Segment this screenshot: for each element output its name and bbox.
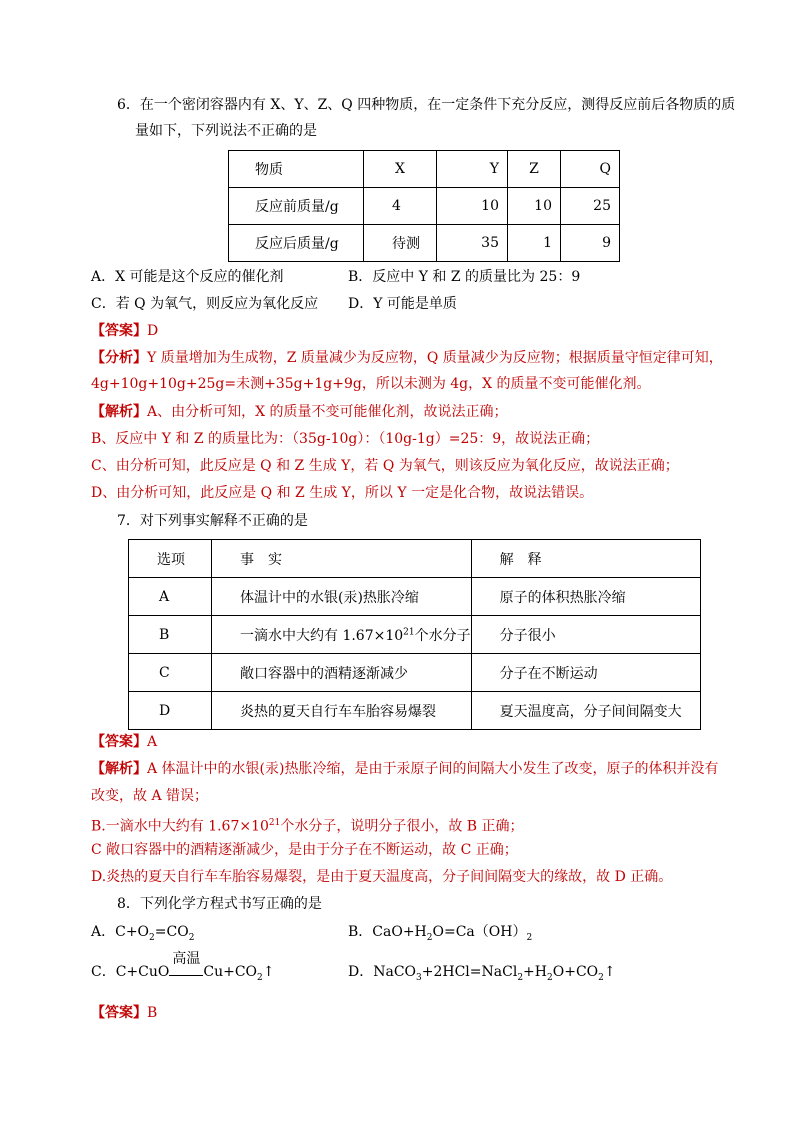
- q7-explain-line2: 改变，故 A 错误；: [91, 788, 209, 804]
- table-cell: 选项: [129, 540, 212, 578]
- q6-analysis-line2: 4g+10g+10g+25g=未测+35g+1g+9g，所以未测为 4g，X 的质量不变可能催化剂。: [91, 376, 651, 392]
- q7-explain-line3: [91, 813, 524, 837]
- formula-text: C．C+CuO: [91, 964, 170, 980]
- answer-value: A: [147, 734, 158, 750]
- equals-bar: [169, 975, 203, 976]
- q6-option-a: A．X 可能是这个反应的催化剂: [91, 269, 284, 285]
- q6-option-d: D．Y 可能是单质: [348, 296, 457, 312]
- q8-option-d: [348, 962, 616, 988]
- explain-text: B.一滴水中大约有 1.67×10: [91, 818, 269, 835]
- answer-value: D: [147, 323, 159, 339]
- formula-text: Cu+CO: [203, 964, 258, 980]
- subscript: 2: [188, 932, 195, 943]
- table-row: [129, 540, 701, 578]
- table-cell: 炎热的夏天自行车车胎容易爆裂: [212, 692, 472, 730]
- q8-stem: 8．下列化学方程式书写正确的是: [117, 896, 322, 912]
- answer-label: 【答案】: [91, 734, 147, 750]
- analysis-text: Y 质量增加为生成物，Z 质量减少为反应物，Q 质量减少为反应物；根据质量守恒定律可知，: [147, 350, 723, 366]
- subscript: 3: [416, 972, 422, 983]
- table-cell: 10: [508, 188, 561, 225]
- table-cell: Z: [508, 151, 561, 188]
- table-cell: 25: [561, 188, 620, 225]
- table-cell: 分子在不断运动: [471, 654, 700, 692]
- q7-table: [128, 539, 701, 730]
- q6-stem-line1: 6．在一个密闭容器内有 X、Y、Z、Q 四种物质，在一定条件下充分反应，测得反应前后各物质的质: [117, 97, 736, 113]
- q6-analysis-line1: [91, 348, 723, 368]
- table-cell: 10: [437, 188, 508, 225]
- gas-arrow: ↑: [262, 964, 275, 980]
- explain-text-end: 个水分子，说明分子很小，故 B 正确；: [280, 818, 524, 835]
- formula-text: B．CaO+H: [348, 924, 427, 940]
- formula-text: +2HCl=NaCl: [421, 964, 518, 980]
- table-cell: 1: [508, 225, 561, 262]
- table-cell: 事 实: [212, 540, 472, 578]
- subscript: 2: [547, 972, 553, 983]
- exponent: 21: [268, 818, 281, 828]
- q6-explain-line1: [91, 402, 508, 422]
- q8-option-c: [91, 951, 275, 988]
- condition-text: 高温: [172, 951, 201, 967]
- table-cell: C: [129, 654, 212, 692]
- table-row: [129, 692, 701, 730]
- table-cell: 待测: [364, 225, 437, 262]
- exponent: 21: [403, 626, 415, 637]
- table-cell: [212, 616, 472, 654]
- table-row: [129, 578, 701, 616]
- table-row: [129, 654, 701, 692]
- q6-stem-line2: 量如下，下列说法不正确的是: [135, 123, 317, 139]
- table-cell: A: [129, 578, 212, 616]
- explain-text: A、由分析可知，X 的质量不变可能催化剂，故说法正确；: [147, 404, 508, 420]
- q6-explain-line4: D、由分析可知，此反应是 Q 和 Z 生成 Y，所以 Y 一定是化合物，故说法错误。: [91, 485, 594, 501]
- table-cell: Q: [561, 151, 620, 188]
- formula-text: +H: [523, 964, 547, 980]
- q7-stem: 7．对下列事实解释不正确的是: [117, 513, 308, 529]
- answer-value: B: [147, 1005, 158, 1021]
- subscript: 2: [598, 972, 604, 983]
- table-cell: 体温计中的水银(汞)热胀冷缩: [212, 578, 472, 616]
- table-row: [229, 225, 620, 262]
- table-cell: 反应后质量/g: [229, 225, 364, 262]
- table-row: [229, 151, 620, 188]
- table-cell: 敞口容器中的酒精逐渐减少: [212, 654, 472, 692]
- table-cell: D: [129, 692, 212, 730]
- formula-text: D．NaCO: [348, 964, 417, 980]
- subscript: 2: [149, 932, 155, 943]
- table-cell: X: [364, 151, 437, 188]
- formula-text: A．C+O: [91, 924, 150, 940]
- table-cell: B: [129, 616, 212, 654]
- q7-answer: [91, 732, 157, 752]
- table-cell: 解 释: [471, 540, 700, 578]
- q6-option-c: C．若 Q 为氧气，则反应为氧化反应: [91, 296, 319, 312]
- subscript: 2: [517, 972, 524, 983]
- q7-explain-line1: [91, 759, 718, 779]
- formula-text: =CO: [154, 924, 189, 940]
- q7-explain-line5: D.炎热的夏天自行车车胎容易爆裂，是由于夏天温度高，分子间间隔变大的缘故，故 D 正确。: [91, 869, 673, 885]
- explain-text: A 体温计中的水银(汞)热胀冷缩，是由于汞原子间的间隔大小发生了改变，原子的体积并没有: [147, 761, 719, 777]
- gas-arrow: ↑: [603, 964, 616, 980]
- fact-text: 一滴水中大约有 1.67×10: [240, 627, 404, 644]
- subscript: 2: [526, 932, 533, 943]
- explain-label: 【解析】: [91, 404, 147, 420]
- table-cell: 夏天温度高，分子间间隔变大: [471, 692, 700, 730]
- table-cell: 物质: [229, 151, 364, 188]
- table-cell: 分子很小: [471, 616, 700, 654]
- table-cell: 9: [561, 225, 620, 262]
- analysis-label: 【分析】: [91, 350, 147, 366]
- q6-answer: [91, 321, 158, 341]
- q6-explain-line3: C、由分析可知，此反应是 Q 和 Z 生成 Y，若 Q 为氧气，则该反应为氧化反应，故说法正确；: [91, 458, 679, 474]
- subscript: 2: [426, 932, 433, 943]
- formula-text: O=Ca（OH）: [432, 924, 527, 940]
- table-cell: 反应前质量/g: [229, 188, 364, 225]
- q8-answer: [91, 1003, 157, 1023]
- q7-explain-line4: C 敞口容器中的酒精逐渐减少，是由于分子在不断运动，故 C 正确；: [91, 842, 518, 858]
- table-row: [229, 188, 620, 225]
- answer-label: 【答案】: [91, 323, 147, 339]
- answer-label: 【答案】: [91, 1005, 147, 1021]
- q8-option-a: [91, 922, 194, 948]
- q6-option-b: B．反应中 Y 和 Z 的质量比为 25：9: [348, 269, 581, 285]
- subscript: 2: [257, 972, 263, 983]
- explain-label: 【解析】: [91, 761, 147, 777]
- table-cell: Y: [437, 151, 508, 188]
- table-cell: 35: [437, 225, 508, 262]
- q6-explain-line2: B、反应中 Y 和 Z 的质量比为：（35g-10g）：（10g-1g）=25：9，故说法正确；: [91, 431, 600, 447]
- table-row: [129, 616, 701, 654]
- table-cell: 原子的体积热胀冷缩: [471, 578, 700, 616]
- q6-table: [228, 150, 620, 262]
- formula-text: O+CO: [552, 964, 599, 980]
- reaction-condition: [169, 951, 203, 976]
- table-cell: 4: [364, 188, 437, 225]
- fact-text-end: 个水分子: [414, 627, 471, 644]
- q8-option-b: [348, 922, 532, 948]
